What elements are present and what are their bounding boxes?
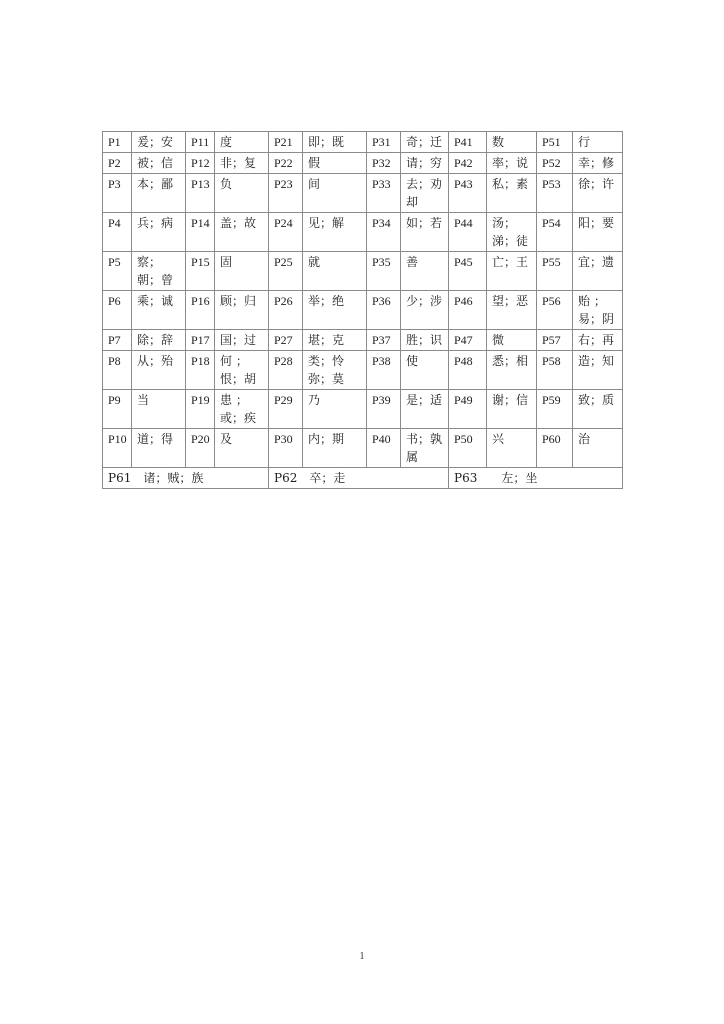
page-label-cell: P43 — [449, 174, 487, 213]
table-row — [103, 390, 623, 429]
words-cell: 假 — [303, 153, 367, 174]
page-label-cell: P16 — [186, 291, 215, 330]
table-row — [103, 429, 623, 468]
page-label-cell: P17 — [186, 330, 215, 351]
table-row — [103, 174, 623, 213]
page-label-cell: P60 — [537, 429, 573, 468]
words-cell: 是；适 — [401, 390, 449, 429]
page-label-cell: P22 — [269, 153, 303, 174]
page-label-cell: P50 — [449, 429, 487, 468]
merged-cell: P62 卒；走 — [269, 468, 449, 489]
page-label-cell: P25 — [269, 252, 303, 291]
page-label-cell: P55 — [537, 252, 573, 291]
words-cell: 汤；涕；徒 — [487, 213, 537, 252]
words-cell: 胜；识 — [401, 330, 449, 351]
words-cell: 善 — [401, 252, 449, 291]
page-label-cell: P52 — [537, 153, 573, 174]
words-cell: 致；质 — [573, 390, 623, 429]
page-label-cell: P51 — [537, 132, 573, 153]
words-cell: 顾；归 — [215, 291, 269, 330]
vocabulary-index-table — [102, 131, 623, 489]
words-cell: 去；劝却 — [401, 174, 449, 213]
words-cell: 盖；故 — [215, 213, 269, 252]
words-cell: 书；孰属 — [401, 429, 449, 468]
words-cell: 负 — [215, 174, 269, 213]
words-cell: 间 — [303, 174, 367, 213]
words-cell: 被；信 — [132, 153, 186, 174]
words-cell: 奇；迁 — [401, 132, 449, 153]
page-label-cell: P37 — [367, 330, 401, 351]
page-label-cell: P31 — [367, 132, 401, 153]
words-cell: 谢；信 — [487, 390, 537, 429]
words-cell: 类；怜弥；莫 — [303, 351, 367, 390]
page-label-cell: P59 — [537, 390, 573, 429]
table-row — [103, 153, 623, 174]
words-cell: 固 — [215, 252, 269, 291]
words-cell: 本；鄙 — [132, 174, 186, 213]
page-label-cell: P21 — [269, 132, 303, 153]
words-cell: 宜；遗 — [573, 252, 623, 291]
table-row-last — [103, 468, 623, 489]
page-label-cell: P33 — [367, 174, 401, 213]
page-label-cell: P13 — [186, 174, 215, 213]
page-label-cell: P26 — [269, 291, 303, 330]
page-label-cell: P46 — [449, 291, 487, 330]
page-label-cell: P54 — [537, 213, 573, 252]
words-cell: 兵；病 — [132, 213, 186, 252]
words-cell: 患 ；或；疾 — [215, 390, 269, 429]
words-cell: 幸；修 — [573, 153, 623, 174]
page-label-cell: P40 — [367, 429, 401, 468]
words-cell: 悉；相 — [487, 351, 537, 390]
page-label-cell: P1 — [103, 132, 132, 153]
page-label-cell: P42 — [449, 153, 487, 174]
page-label-cell: P29 — [269, 390, 303, 429]
page-label-cell: P27 — [269, 330, 303, 351]
page-label-cell: P45 — [449, 252, 487, 291]
page-label-cell: P47 — [449, 330, 487, 351]
words-cell: 率；说 — [487, 153, 537, 174]
page-label-cell: P10 — [103, 429, 132, 468]
words-cell: 徐；许 — [573, 174, 623, 213]
page-label-cell: P23 — [269, 174, 303, 213]
page-label-cell: P24 — [269, 213, 303, 252]
page-label-cell: P41 — [449, 132, 487, 153]
words-cell: 请；穷 — [401, 153, 449, 174]
page-label-cell: P44 — [449, 213, 487, 252]
page-label-cell: P39 — [367, 390, 401, 429]
words-cell: 何 ；恨；胡 — [215, 351, 269, 390]
page-label-cell: P48 — [449, 351, 487, 390]
words-cell: 爰；安 — [132, 132, 186, 153]
table-row — [103, 252, 623, 291]
page-label-cell: P32 — [367, 153, 401, 174]
words-cell: 就 — [303, 252, 367, 291]
table-row — [103, 330, 623, 351]
page-label-cell: P3 — [103, 174, 132, 213]
words-cell: 及 — [215, 429, 269, 468]
words-cell: 见；解 — [303, 213, 367, 252]
words-cell: 乃 — [303, 390, 367, 429]
page-label-cell: P35 — [367, 252, 401, 291]
words-cell: 右；再 — [573, 330, 623, 351]
table-row — [103, 213, 623, 252]
words-cell: 非；复 — [215, 153, 269, 174]
table-row — [103, 291, 623, 330]
page-label-cell: P34 — [367, 213, 401, 252]
page-label-cell: P49 — [449, 390, 487, 429]
words-cell: 当 — [132, 390, 186, 429]
page-label-cell: P14 — [186, 213, 215, 252]
words-cell: 国；过 — [215, 330, 269, 351]
page-label-cell: P28 — [269, 351, 303, 390]
page-label-cell: P20 — [186, 429, 215, 468]
words-cell: 亡；王 — [487, 252, 537, 291]
table-row — [103, 132, 623, 153]
words-cell: 数 — [487, 132, 537, 153]
words-cell: 堪；克 — [303, 330, 367, 351]
words-cell: 度 — [215, 132, 269, 153]
page-label-cell: P12 — [186, 153, 215, 174]
words-cell: 行 — [573, 132, 623, 153]
words-cell: 微 — [487, 330, 537, 351]
words-cell: 兴 — [487, 429, 537, 468]
words-cell: 察；朝；曾 — [132, 252, 186, 291]
page-label-cell: P19 — [186, 390, 215, 429]
words-cell: 内；期 — [303, 429, 367, 468]
words-cell: 造；知 — [573, 351, 623, 390]
words-cell: 乘；诚 — [132, 291, 186, 330]
merged-cell: P61 诸；贼；族 — [103, 468, 269, 489]
page-label-cell: P4 — [103, 213, 132, 252]
page-label-cell: P15 — [186, 252, 215, 291]
page-label-cell: P11 — [186, 132, 215, 153]
page-label-cell: P58 — [537, 351, 573, 390]
page-label-cell: P38 — [367, 351, 401, 390]
page-label-cell: P53 — [537, 174, 573, 213]
page-label-cell: P6 — [103, 291, 132, 330]
page-label-cell: P7 — [103, 330, 132, 351]
words-cell: 治 — [573, 429, 623, 468]
page-label-cell: P2 — [103, 153, 132, 174]
words-cell: 除；辞 — [132, 330, 186, 351]
words-cell: 举；绝 — [303, 291, 367, 330]
words-cell: 从；殆 — [132, 351, 186, 390]
words-cell: 少；涉 — [401, 291, 449, 330]
merged-cell: P63 左；坐 — [449, 468, 623, 489]
page-label-cell: P56 — [537, 291, 573, 330]
words-cell: 如；若 — [401, 213, 449, 252]
page-label-cell: P5 — [103, 252, 132, 291]
table-row — [103, 351, 623, 390]
page-label-cell: P8 — [103, 351, 132, 390]
page-label-cell: P57 — [537, 330, 573, 351]
page-number: 1 — [359, 951, 365, 962]
page-label-cell: P36 — [367, 291, 401, 330]
words-cell: 贻 ；易；阴 — [573, 291, 623, 330]
words-cell: 望；恶 — [487, 291, 537, 330]
page-label-cell: P18 — [186, 351, 215, 390]
words-cell: 阳；要 — [573, 213, 623, 252]
table-body — [103, 132, 623, 489]
words-cell: 即；既 — [303, 132, 367, 153]
page-label-cell: P30 — [269, 429, 303, 468]
words-cell: 使 — [401, 351, 449, 390]
page-label-cell: P9 — [103, 390, 132, 429]
words-cell: 私；素 — [487, 174, 537, 213]
words-cell: 道；得 — [132, 429, 186, 468]
